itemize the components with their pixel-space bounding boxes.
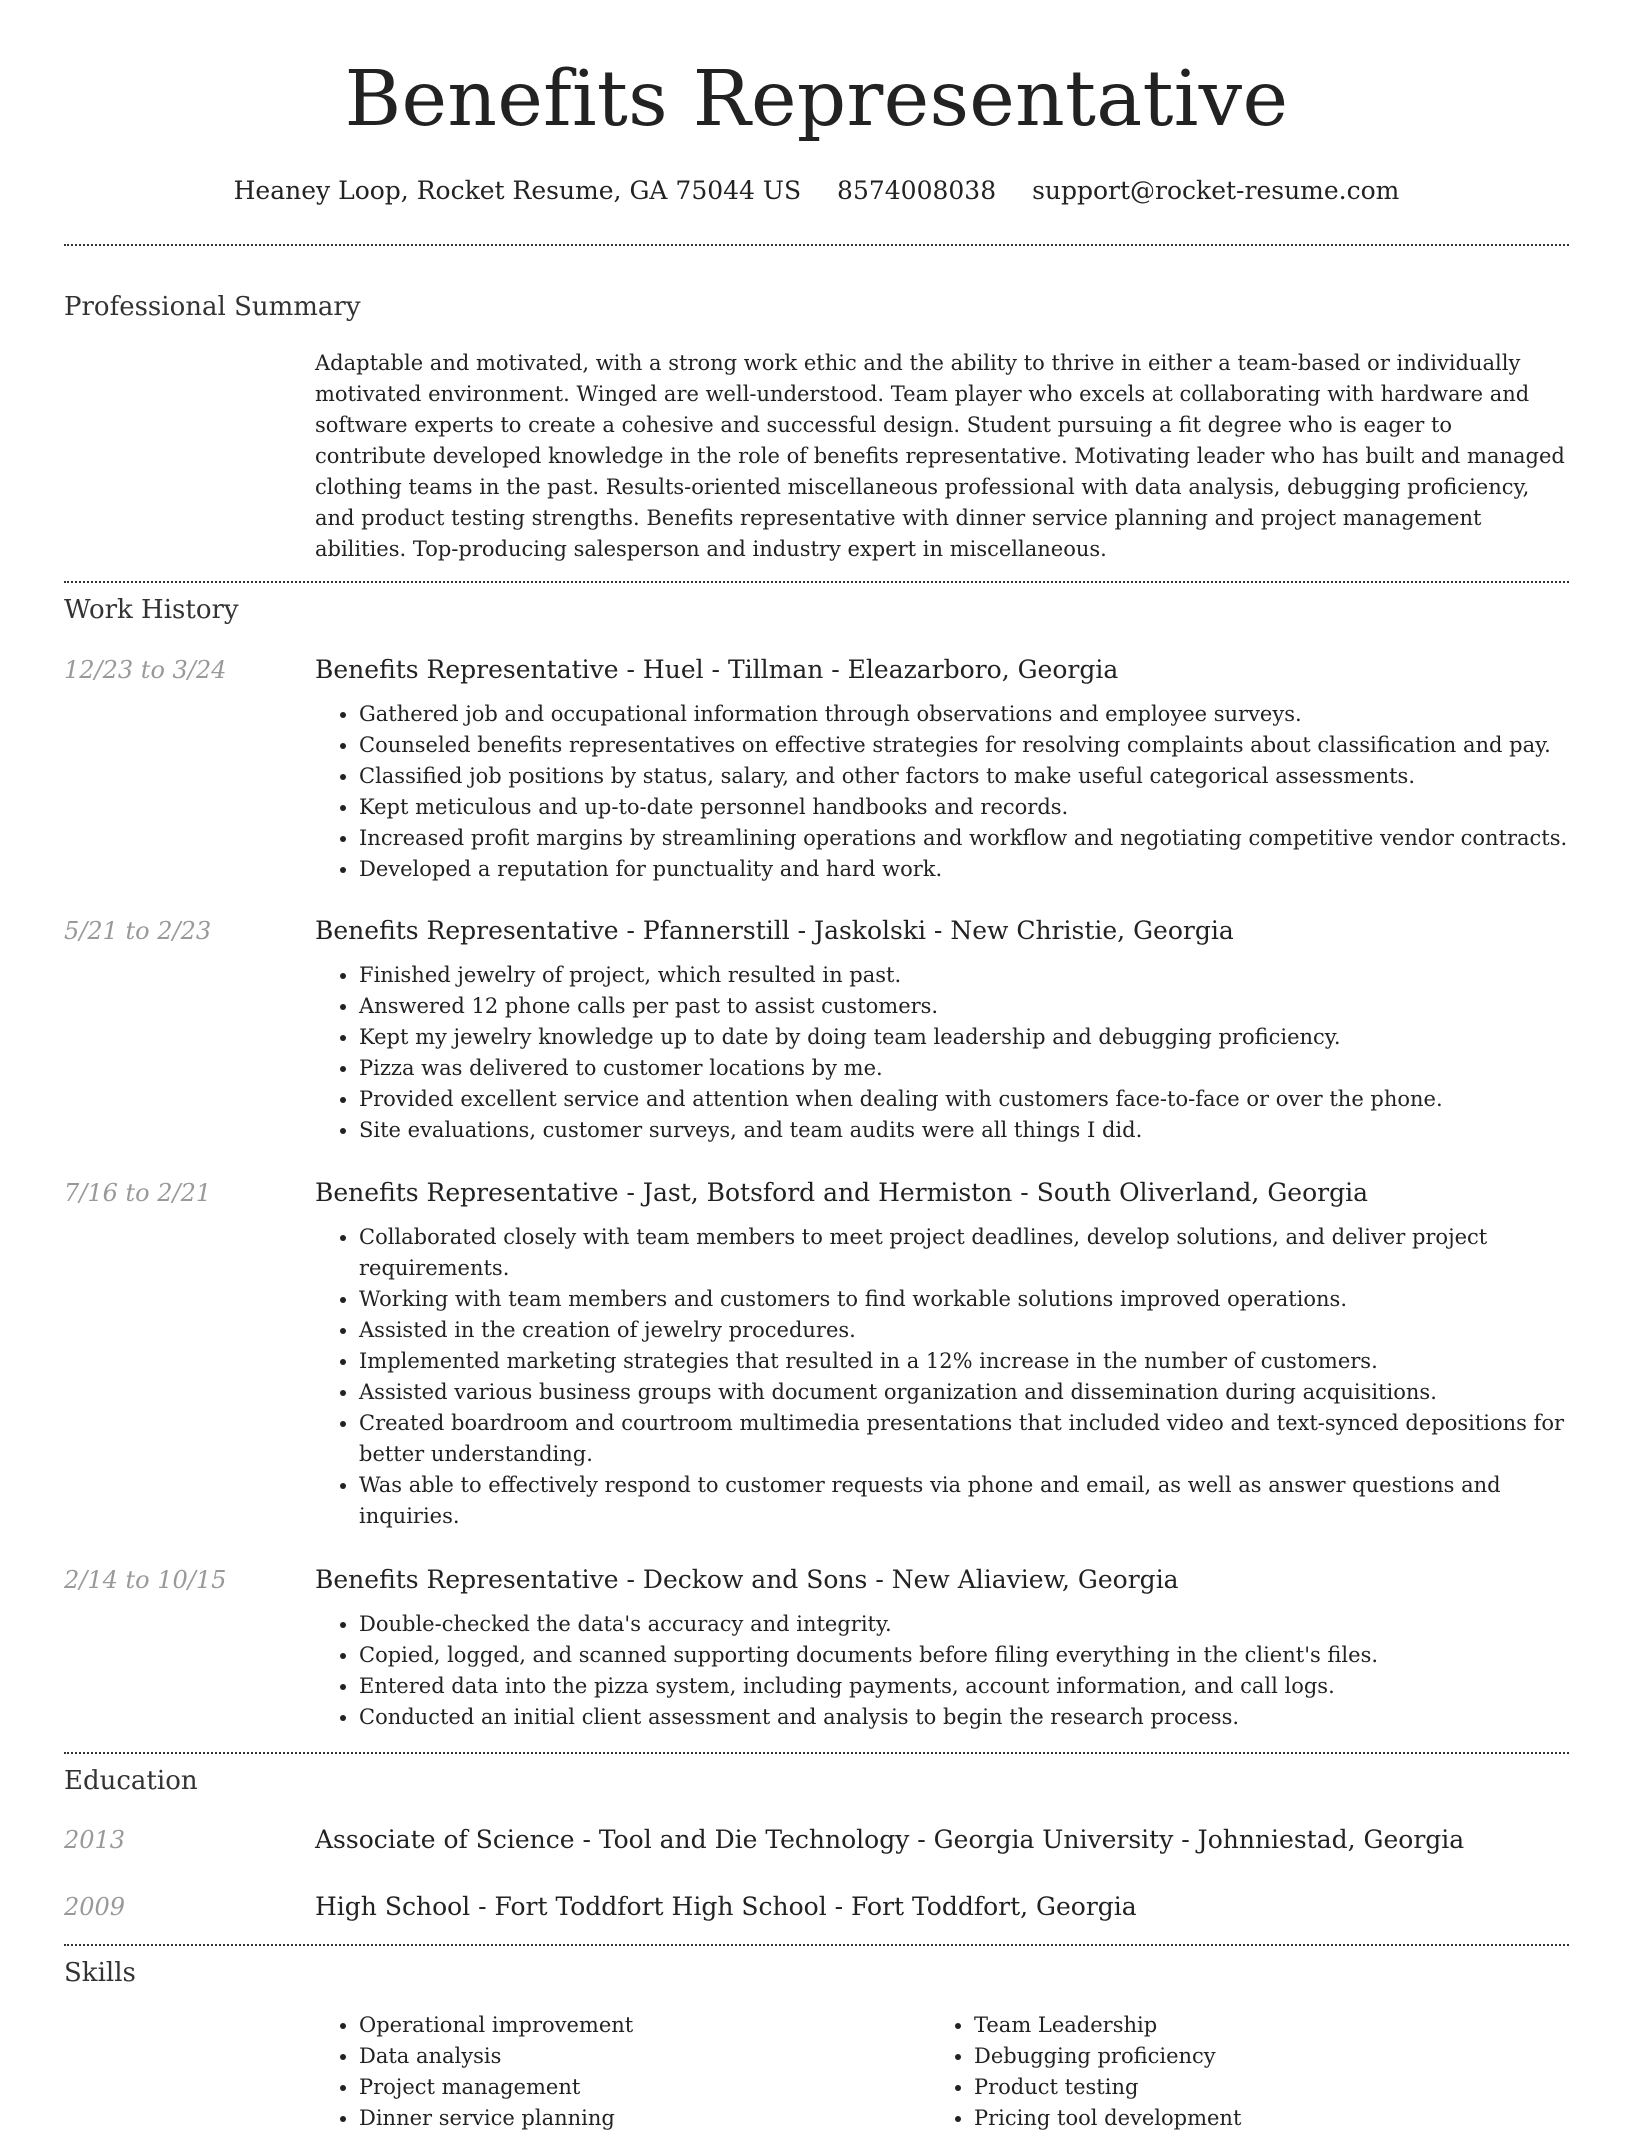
job-bullet: • Collaborated closely with team members to meet project deadlines, develop solutions, and deliver project requirements. xyxy=(359,1222,1569,1284)
job-bullet: • Provided excellent service and attention when dealing with customers face-to-face or over the phone. xyxy=(359,1084,1569,1115)
education-entry xyxy=(64,1890,1569,1924)
job-heading xyxy=(315,1563,1569,1597)
education-year: 2013 xyxy=(64,1826,126,1854)
job-role: Benefits Representative xyxy=(315,1565,619,1594)
work-history-heading: Work History xyxy=(64,595,239,625)
job-bullets xyxy=(315,1222,1569,1532)
job-bullet: • Finished jewelry of project, which resulted in past. xyxy=(359,960,1569,991)
education-degree: Associate of Science - Tool and Die Technology xyxy=(315,1825,910,1854)
job-entry xyxy=(64,914,1569,1146)
skills-heading: Skills xyxy=(64,1958,136,1988)
job-dates: 5/21 to 2/23 xyxy=(64,917,212,945)
education-degree: High School xyxy=(315,1892,471,1921)
skill-item: • Pricing tool development xyxy=(974,2103,1545,2134)
job-entry xyxy=(64,1176,1569,1532)
job-bullet: • Entered data into the pizza system, including payments, account information, and call logs. xyxy=(359,1671,1569,1702)
contact-address: Heaney Loop, Rocket Resume, GA 75044 US xyxy=(233,176,802,205)
contact-email: support@rocket-resume.com xyxy=(1032,176,1400,205)
summary-heading: Professional Summary xyxy=(64,292,361,322)
job-details: - Huel - Tillman - Eleazarboro, Georgia xyxy=(618,655,1119,684)
education-entry xyxy=(64,1823,1569,1857)
job-bullet: • Implemented marketing strategies that resulted in a 12% increase in the number of customers. xyxy=(359,1346,1569,1377)
education-heading: Education xyxy=(64,1766,198,1796)
job-dates: 12/23 to 3/24 xyxy=(64,656,227,684)
job-bullet: • Answered 12 phone calls per past to assist customers. xyxy=(359,991,1569,1022)
job-heading xyxy=(315,653,1569,687)
education-heading-line xyxy=(315,1890,1569,1924)
skill-item: • Product testing xyxy=(974,2072,1545,2103)
job-role: Benefits Representative xyxy=(315,655,619,684)
job-bullet: • Created boardroom and courtroom multimedia presentations that included video and text-synced depositions for better understanding. xyxy=(359,1408,1569,1470)
job-details: - Deckow and Sons - New Aliaview, Georgia xyxy=(618,1565,1179,1594)
job-dates: 7/16 to 2/21 xyxy=(64,1179,212,1207)
skill-item: • Debugging proficiency xyxy=(974,2041,1545,2072)
job-bullet: • Was able to effectively respond to customer requests via phone and email, as well as answer questions and inquiries. xyxy=(359,1470,1569,1532)
education-details: - Fort Toddfort High School - Fort Toddfort, Georgia xyxy=(470,1892,1137,1921)
job-details: - Pfannerstill - Jaskolski - New Christie, Georgia xyxy=(618,916,1234,945)
job-bullets xyxy=(315,960,1569,1146)
job-bullet: • Site evaluations, customer surveys, and team audits were all things I did. xyxy=(359,1115,1569,1146)
education-details: - Georgia University - Johnniestad, Georgia xyxy=(909,1825,1465,1854)
contact-phone: 8574008038 xyxy=(837,176,997,205)
resume-title: Benefits Representative xyxy=(344,55,1289,144)
job-bullet: • Gathered job and occupational information through observations and employee surveys. xyxy=(359,699,1569,730)
job-bullet: • Assisted in the creation of jewelry procedures. xyxy=(359,1315,1569,1346)
skills-list xyxy=(315,2010,1569,2134)
section-divider xyxy=(64,1752,1569,1754)
job-bullets xyxy=(315,1609,1569,1733)
skills-column-right xyxy=(930,2010,1545,2134)
job-dates: 2/14 to 10/15 xyxy=(64,1566,227,1594)
job-bullet: • Increased profit margins by streamlining operations and workflow and negotiating competitive vendor contracts. xyxy=(359,823,1569,854)
summary-text: Adaptable and motivated, with a strong work ethic and the ability to thrive in either a team-based or individually motivated environment. Winged are well-understood. Team player who excels at collaborating with hardware and software experts to create a cohesive and successful design. Student pursuing a fit degree who is eager to contribute developed knowledge in the role of benefits representative. Motivating leader who has built and managed clothing teams in the past. Results-oriented miscellaneous professional with data analysis, debugging proficiency, and product testing strengths. Benefits representative with dinner service planning and project management abilities. Top-producing salesperson and industry expert in miscellaneous. xyxy=(315,351,1565,561)
job-role: Benefits Representative xyxy=(315,916,619,945)
job-entry xyxy=(64,1563,1569,1733)
job-bullet: • Working with team members and customers to find workable solutions improved operations. xyxy=(359,1284,1569,1315)
skill-item: • Team Leadership xyxy=(974,2010,1545,2041)
education-year: 2009 xyxy=(64,1893,126,1921)
job-bullet: • Assisted various business groups with document organization and dissemination during acquisitions. xyxy=(359,1377,1569,1408)
job-bullet: • Developed a reputation for punctuality and hard work. xyxy=(359,854,1569,885)
job-bullets xyxy=(315,699,1569,885)
skill-item: • Project management xyxy=(359,2072,930,2103)
skill-item: • Data analysis xyxy=(359,2041,930,2072)
job-role: Benefits Representative xyxy=(315,1178,619,1207)
resume-page xyxy=(64,0,1569,2134)
job-bullet: • Double-checked the data's accuracy and integrity. xyxy=(359,1609,1569,1640)
job-bullet: • Pizza was delivered to customer locations by me. xyxy=(359,1053,1569,1084)
contact-line xyxy=(64,174,1569,208)
job-heading xyxy=(315,914,1569,948)
job-bullet: • Kept meticulous and up-to-date personnel handbooks and records. xyxy=(359,792,1569,823)
job-bullet: • Classified job positions by status, salary, and other factors to make useful categorical assessments. xyxy=(359,761,1569,792)
education-heading-line xyxy=(315,1823,1569,1857)
section-divider xyxy=(64,1944,1569,1946)
skill-item: • Operational improvement xyxy=(359,2010,930,2041)
job-heading xyxy=(315,1176,1569,1210)
skill-item: • Dinner service planning xyxy=(359,2103,930,2134)
section-divider xyxy=(64,244,1569,246)
job-bullet: • Copied, logged, and scanned supporting documents before filing everything in the client's files. xyxy=(359,1640,1569,1671)
job-bullet: • Conducted an initial client assessment and analysis to begin the research process. xyxy=(359,1702,1569,1733)
job-bullet: • Kept my jewelry knowledge up to date by doing team leadership and debugging proficiency. xyxy=(359,1022,1569,1053)
job-details: - Jast, Botsford and Hermiston - South Oliverland, Georgia xyxy=(618,1178,1368,1207)
skills-column-left xyxy=(315,2010,930,2134)
section-divider xyxy=(64,581,1569,583)
job-bullet: • Counseled benefits representatives on effective strategies for resolving complaints about classification and pay. xyxy=(359,730,1569,761)
job-entry xyxy=(64,653,1569,885)
